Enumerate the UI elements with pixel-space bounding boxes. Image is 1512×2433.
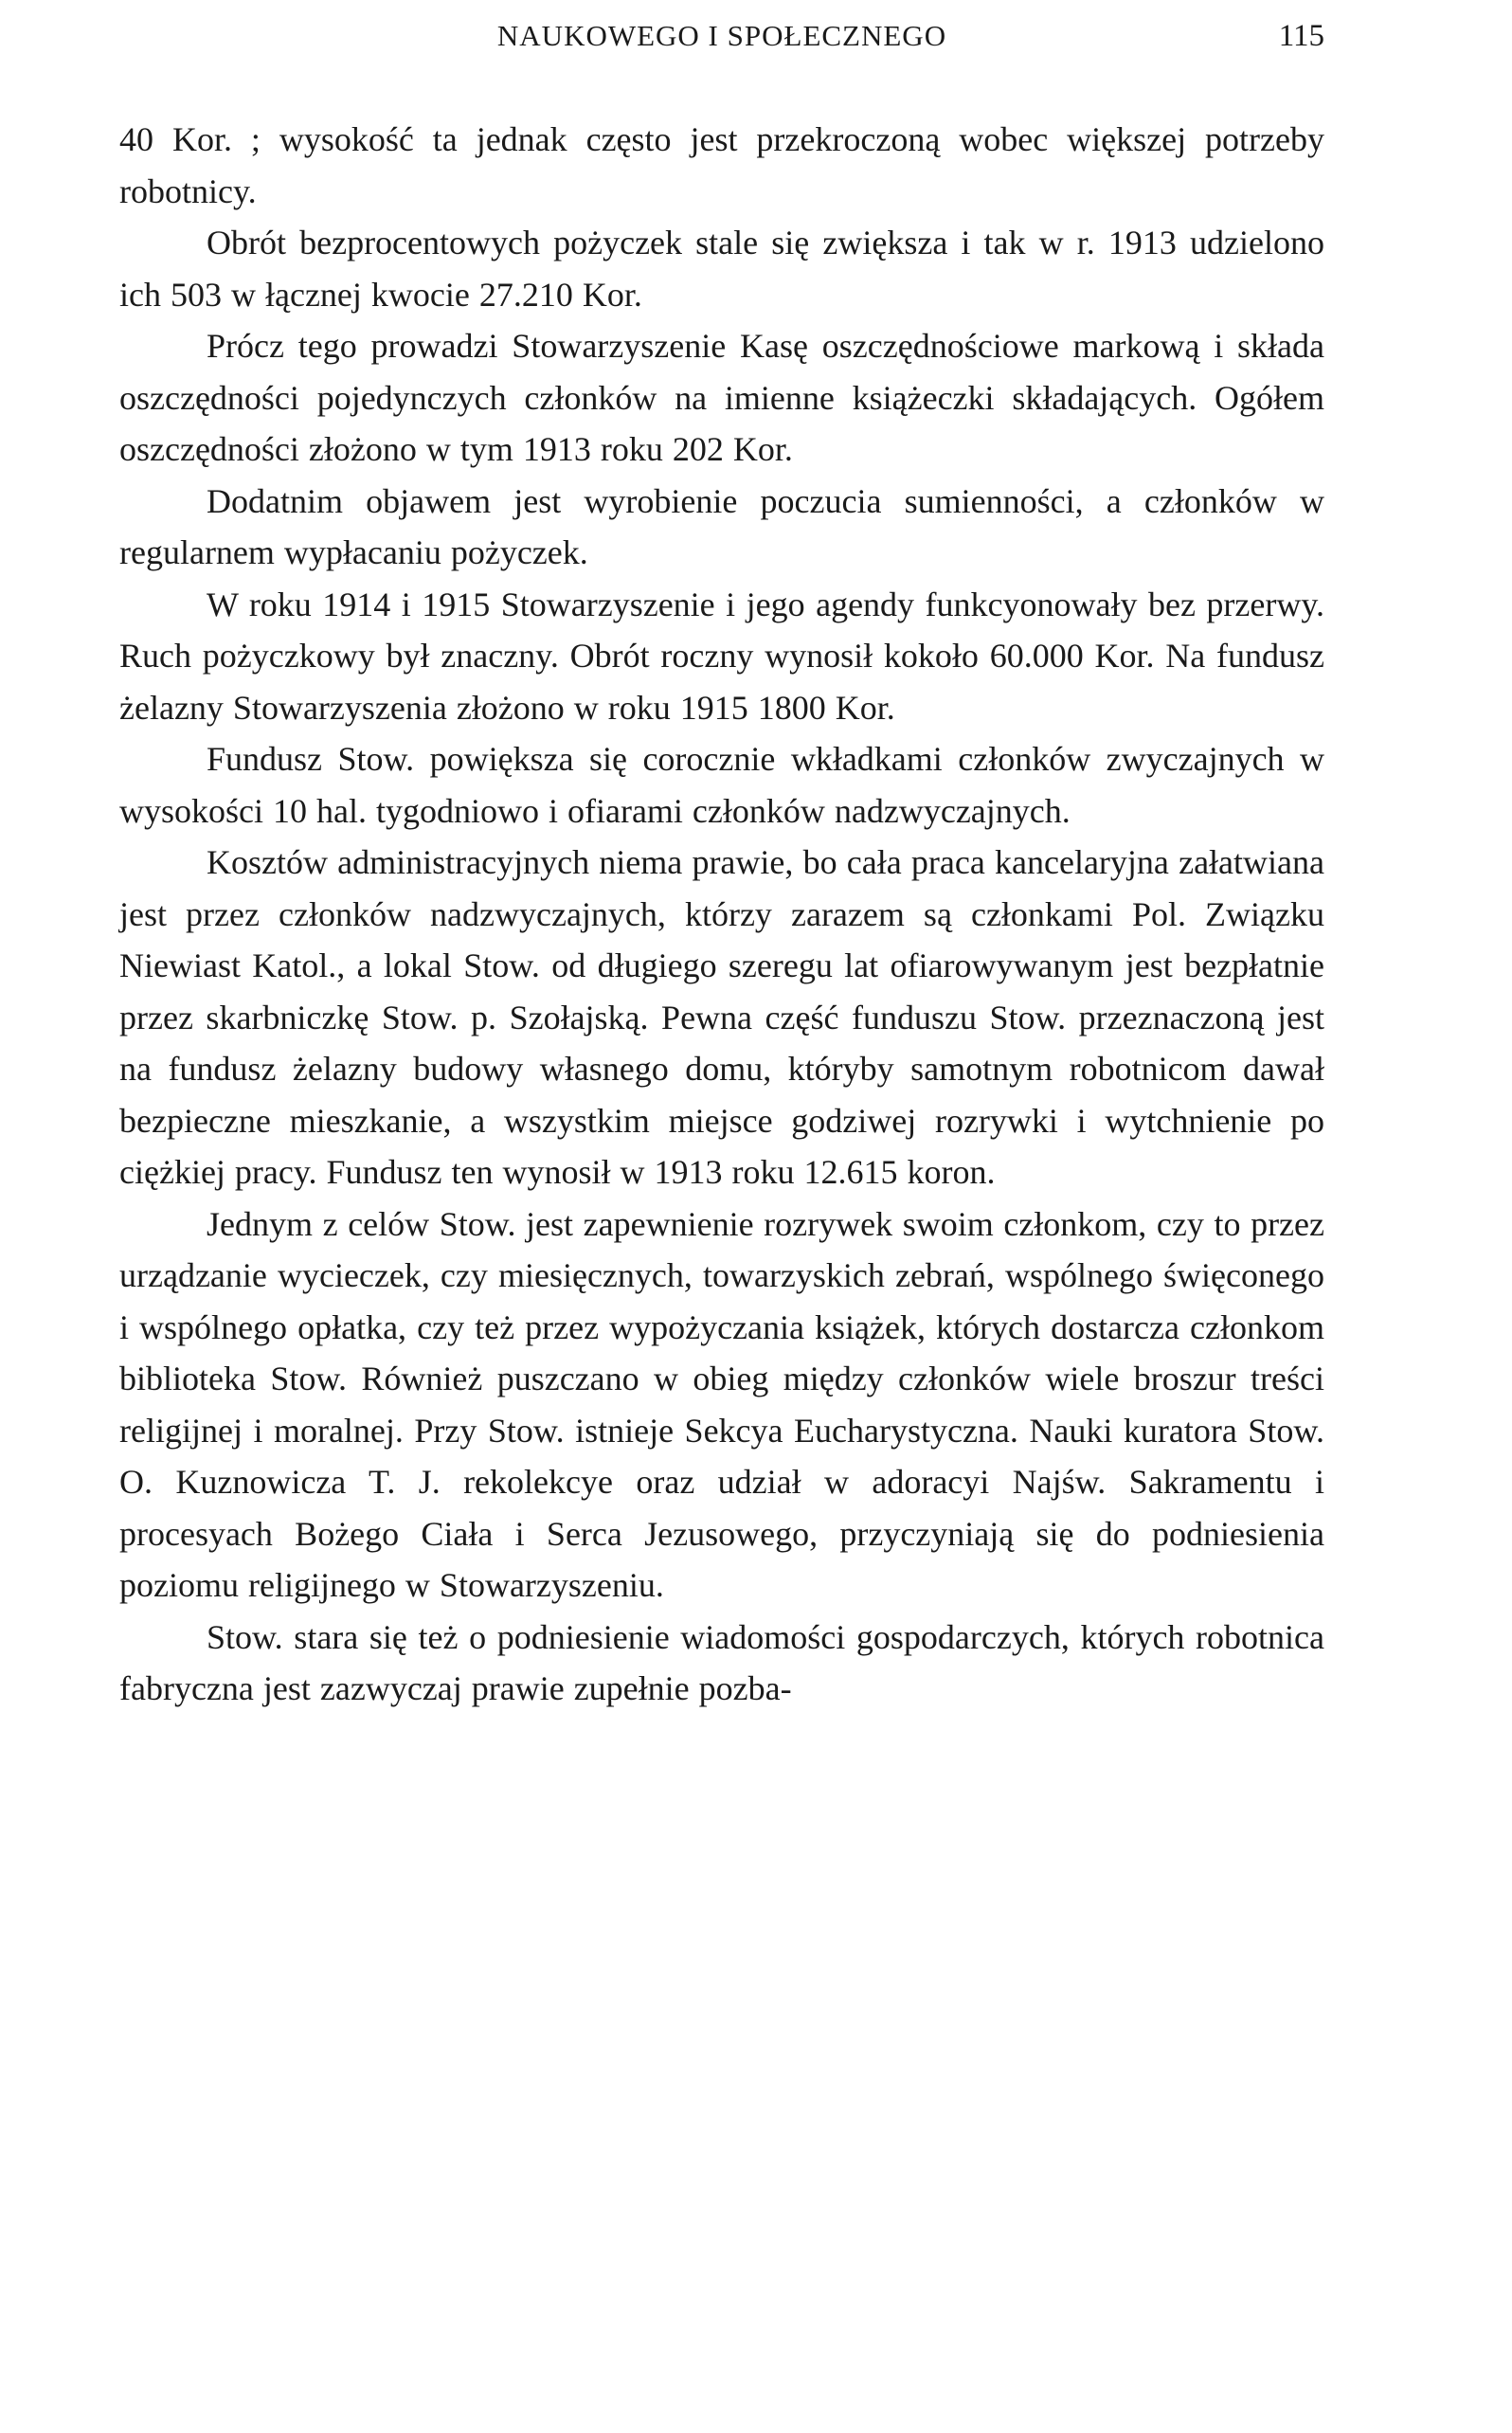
book-page [119,0,1324,2433]
paragraph: Dodatnim objawem jest wyrobienie poczucia sumienności, a członków w regularnem wypłacaniu pożyczek. [119,481,1324,571]
paragraph: Jednym z celów Stow. jest zapewnienie rozrywek swoim członkom, czy to przez urządzanie wycieczek, czy miesięcznych, towarzyskich zebrań, wspólnego święconego i wspólnego opłatka, czy też przez wypożyczania książek, których dostarcza członkom biblioteka Stow. Również puszczano w obieg między członków wiele broszur treści religijnej i moralnej. Przy Stow. istnieje Sekcya Eucharystyczna. Nauki kuratora Stow. O. Kuznowicza T. J. rekolekcye oraz udział w adoracyi Najśw. Sakramentu i procesyach Bożego Ciała i Serca Jezusowego, przyczyniają się do podniesienia poziomu religijnego w Stowarzyszeniu. [119,1204,1324,1604]
paragraph: Obrót bezprocentowych pożyczek stale się zwiększa i tak w r. 1913 udzielono ich 503 w łącznej kwocie 27.210 Kor. [119,224,1324,314]
body-text [119,114,1324,1715]
paragraph: 40 Kor. ; wysokość ta jednak często jest przekroczoną wobec większej potrzeby robotnicy. [119,120,1324,210]
paragraph: Prócz tego prowadzi Stowarzyszenie Kasę oszczędnościowe markową i składa oszczędności pojedynczych członków na imienne książeczki składających. Ogółem oszczędności złożono w tym 1913 roku 202 Kor. [119,327,1324,468]
running-title: NAUKOWEGO I SPOŁECZNEGO [496,19,947,52]
paragraph: Fundusz Stow. powiększa się corocznie wkładkami członków zwyczajnych w wysokości 10 hal. tygodniowo i ofiarami członków nadzwyczajnych. [119,740,1324,830]
paragraph: W roku 1914 i 1915 Stowarzyszenie i jego agendy funkcyonowały bez przerwy. Ruch pożyczkowy był znaczny. Obrót roczny wynosił kokoło 60.000 Kor. Na fundusz żelazny Stowarzyszenia złożono w roku 1915 1800 Kor. [119,585,1324,727]
page-number: 115 [1278,19,1324,53]
paragraph: Stow. stara się też o podniesienie wiadomości gospodarczych, których robotnica fabryczna jest zazwyczaj prawie zupełnie pozba- [119,1617,1324,1707]
running-head [119,17,1324,55]
paragraph: Kosztów administracyjnych niema prawie, bo cała praca kancelaryjna załatwiana jest przez członków nadzwyczajnych, którzy zarazem są członkami Pol. Związku Niewiast Katol., a lokal Stow. od długiego szeregu lat ofiarowywanym jest bezpłatnie przez skarbniczkę Stow. p. Szołajską. Pewna część funduszu Stow. przeznaczoną jest na fundusz żelazny budowy własnego domu, któryby samotnym robotnicom dawał bezpieczne mieszkanie, a wszystkim miejsce godziwej rozrywki i wytchnienie po ciężkiej pracy. Fundusz ten wynosił w 1913 roku 12.615 koron. [119,843,1324,1191]
